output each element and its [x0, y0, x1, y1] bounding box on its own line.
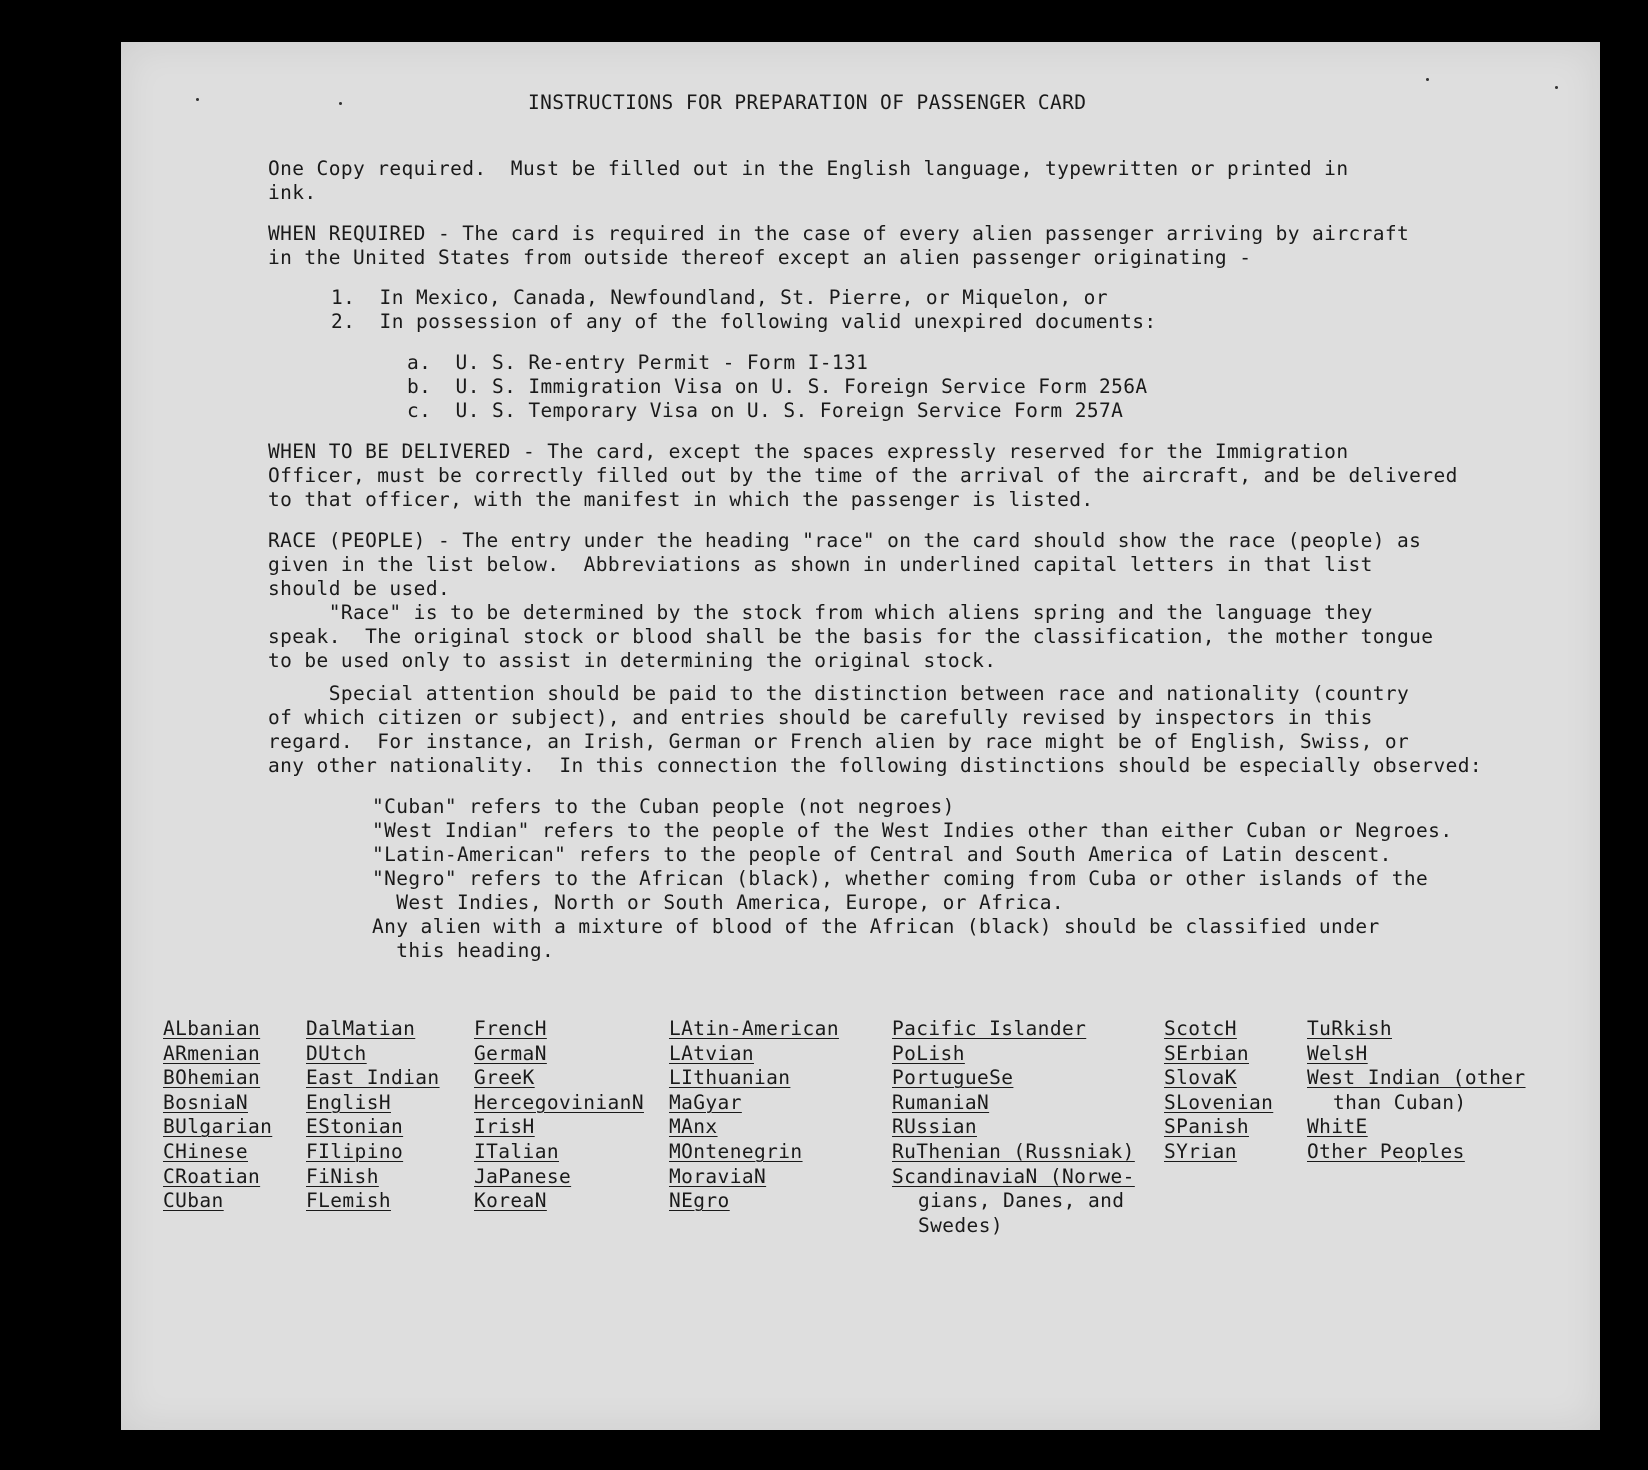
people-entry: ScandinaviaN (Norwe- — [892, 1164, 1135, 1188]
paper-speck — [1555, 86, 1558, 89]
distinction-latin-american: "Latin-American" refers to the people of Central and South America of Latin descent. — [372, 843, 1392, 866]
intro-line-1: One Copy required. Must be filled out in the English language, typewritten or printed in — [268, 157, 1349, 180]
people-entry: West Indian (other — [1307, 1066, 1526, 1090]
distinction-cuban: "Cuban" refers to the Cuban people (not negroes) — [372, 795, 955, 818]
distinction-west-indian: "West Indian" refers to the people of the West Indies other than either Cuban or Negroes. — [372, 819, 1453, 842]
race-line-5: speak. The original stock or blood shall be the basis for the classification, the mother tongue — [268, 625, 1434, 648]
paper-speck — [196, 98, 199, 101]
people-entry: Other Peoples — [1307, 1139, 1465, 1163]
people-entry: IrisH — [474, 1115, 535, 1139]
people-entry: MOntenegrin — [669, 1139, 803, 1163]
document-page — [121, 42, 1600, 1430]
distinction-mixture: Any alien with a mixture of blood of the African (black) should be classified under — [372, 915, 1380, 938]
people-entry: WelsH — [1307, 1041, 1368, 1065]
intro-line-2: ink. — [268, 181, 317, 204]
people-entry: TuRkish — [1307, 1017, 1392, 1040]
special-line-3: regard. For instance, an Irish, German or French alien by race might be of English, Swiss, or — [268, 730, 1410, 753]
people-entry: CUban — [163, 1189, 224, 1213]
people-entry: SYrian — [1164, 1139, 1237, 1163]
when-required-line-2: in the United States from outside thereof except an alien passenger originating - — [268, 246, 1252, 269]
people-entry: Pacific Islander — [892, 1017, 1087, 1040]
when-delivered-line-2: Officer, must be correctly filled out by the time of the arrival of the aircraft, and be delivered — [268, 464, 1458, 487]
people-entry: East Indian — [306, 1066, 440, 1090]
people-entry: HercegovinianN — [474, 1090, 644, 1114]
people-entry: PoLish — [892, 1041, 965, 1065]
race-line-1: RACE (PEOPLE) - The entry under the heading "race" on the card should show the race (people) as — [268, 529, 1422, 552]
people-entry: ARmenian — [163, 1041, 261, 1065]
people-entry: RuThenian (Russniak) — [892, 1139, 1135, 1163]
people-entry: FrencH — [474, 1017, 547, 1040]
race-line-4: "Race" is to be determined by the stock from which aliens spring and the language they — [268, 601, 1373, 624]
when-delivered-line-3: to that officer, with the manifest in which the passenger is listed. — [268, 488, 1094, 511]
special-line-2: of which citizen or subject), and entries should be carefully revised by inspectors in this — [268, 706, 1373, 729]
people-entry: PortugueSe — [892, 1066, 1014, 1090]
race-line-3: should be used. — [268, 577, 451, 600]
people-entry: JaPanese — [474, 1164, 572, 1188]
when-delivered-line-1: WHEN TO BE DELIVERED - The card, except the spaces expressly reserved for the Immigration — [268, 440, 1349, 463]
people-entry: MaGyar — [669, 1090, 742, 1114]
document-subitem-c: c. U. S. Temporary Visa on U. S. Foreign Service Form 257A — [407, 399, 1124, 422]
document-subitem-b: b. U. S. Immigration Visa on U. S. Foreign Service Form 256A — [407, 375, 1148, 398]
peoples-column-4 — [669, 1017, 839, 1214]
people-entry: BOhemian — [163, 1066, 261, 1090]
people-entry: DalMatian — [306, 1017, 416, 1040]
people-entry: BUlgarian — [163, 1115, 273, 1139]
peoples-column-5 — [892, 1017, 1135, 1238]
people-entry: RumaniaN — [892, 1090, 990, 1114]
people-entry: NEgro — [669, 1189, 730, 1213]
paper-speck — [339, 102, 342, 105]
special-line-1: Special attention should be paid to the distinction between race and nationality (country — [268, 682, 1410, 705]
people-entry: MAnx — [669, 1115, 718, 1139]
page-title: INSTRUCTIONS FOR PREPARATION OF PASSENGER CARD — [528, 91, 1087, 114]
people-entry: BosniaN — [163, 1090, 248, 1114]
race-line-6: to be used only to assist in determining the original stock. — [268, 649, 997, 672]
document-subitem-a: a. U. S. Re-entry Permit - Form I-131 — [407, 351, 869, 374]
people-entry: GreeK — [474, 1066, 535, 1090]
when-required-line-1: WHEN REQUIRED - The card is required in the case of every alien passenger arriving by aircraft — [268, 222, 1410, 245]
people-entry-continuation: than Cuban) — [1333, 1090, 1467, 1114]
peoples-column-7 — [1307, 1017, 1526, 1165]
people-entry: LAtin-American — [669, 1017, 839, 1040]
people-entry: FLemish — [306, 1189, 391, 1213]
people-entry: ScotcH — [1164, 1017, 1237, 1040]
people-entry: KoreaN — [474, 1189, 547, 1213]
people-entry: GermaN — [474, 1041, 547, 1065]
people-entry: LAtvian — [669, 1041, 754, 1065]
people-entry: RUssian — [892, 1115, 977, 1139]
people-entry: EnglisH — [306, 1090, 391, 1114]
when-required-item-2: 2. In possession of any of the following valid unexpired documents: — [331, 310, 1157, 333]
paper-speck — [1426, 78, 1429, 81]
people-entry: SErbian — [1164, 1041, 1249, 1065]
people-entry: MoraviaN — [669, 1164, 767, 1188]
people-entry: FiNish — [306, 1164, 379, 1188]
people-entry: SLovenian — [1164, 1090, 1274, 1114]
people-entry: CHinese — [163, 1139, 248, 1163]
people-entry: ITalian — [474, 1139, 559, 1163]
people-entry-continuation: Swedes) — [918, 1213, 1003, 1237]
people-entry: WhitE — [1307, 1115, 1368, 1139]
distinction-mixture-cont: this heading. — [372, 939, 555, 962]
peoples-column-1 — [163, 1017, 272, 1214]
peoples-column-6 — [1164, 1017, 1273, 1165]
people-entry: LIthuanian — [669, 1066, 791, 1090]
distinction-negro: "Negro" refers to the African (black), whether coming from Cuba or other islands of the — [372, 867, 1429, 890]
special-line-4: any other nationality. In this connection the following distinctions should be especially observed: — [268, 754, 1482, 777]
people-entry: FIlipino — [306, 1139, 404, 1163]
people-entry: EStonian — [306, 1115, 404, 1139]
peoples-column-3 — [474, 1017, 644, 1214]
people-entry: ALbanian — [163, 1017, 261, 1040]
people-entry-continuation: gians, Danes, and — [918, 1189, 1125, 1213]
distinction-negro-cont: West Indies, North or South America, Europe, or Africa. — [372, 891, 1064, 914]
people-entry: SlovaK — [1164, 1066, 1237, 1090]
when-required-item-1: 1. In Mexico, Canada, Newfoundland, St. Pierre, or Miquelon, or — [331, 286, 1108, 309]
people-entry: CRoatian — [163, 1164, 261, 1188]
race-line-2: given in the list below. Abbreviations as shown in underlined capital letters in that list — [268, 553, 1373, 576]
peoples-column-2 — [306, 1017, 440, 1214]
people-entry: SPanish — [1164, 1115, 1249, 1139]
people-entry: DUtch — [306, 1041, 367, 1065]
